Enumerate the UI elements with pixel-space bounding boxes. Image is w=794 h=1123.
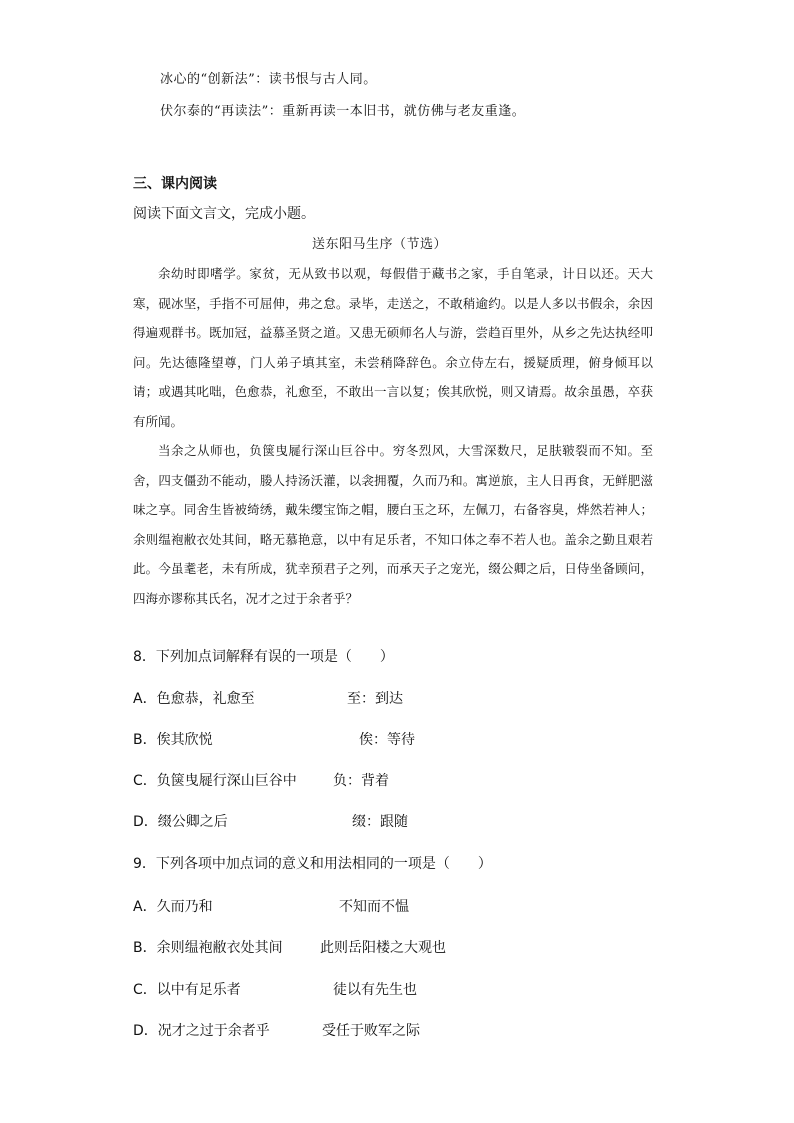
option-gloss: 俟：等待 — [359, 732, 415, 748]
reading-method-line: 冰心的“创新法”：读书恨与古人同。 — [160, 72, 377, 87]
option-label: B．俟其欣悦 — [133, 732, 213, 748]
section-title: 三、课内阅读 — [133, 176, 217, 192]
option-gloss: 此则岳阳楼之大观也 — [320, 940, 446, 956]
reading-method-line: 伏尔泰的“再读法”：重新再读一本旧书，就仿佛与老友重逢。 — [160, 104, 526, 119]
option-row[interactable] — [133, 729, 415, 749]
option-label: D．缀公卿之后 — [133, 814, 228, 830]
option-label: C．以中有足乐者 — [133, 982, 241, 998]
option-label: A．色愈恭，礼愈至 — [133, 691, 255, 707]
option-row[interactable] — [133, 688, 403, 708]
question-stem: 8．下列加点词解释有误的一项是（ ） — [133, 649, 394, 665]
option-row[interactable] — [133, 770, 389, 790]
option-label: C．负箧曳屣行深山巨谷中 — [133, 773, 297, 789]
option-label: D．况才之过于余者乎 — [133, 1023, 270, 1039]
option-gloss: 至：到达 — [347, 691, 403, 707]
option-row[interactable] — [133, 811, 408, 831]
option-gloss: 负：背着 — [333, 773, 389, 789]
option-gloss: 缀：跟随 — [352, 814, 408, 830]
passage-paragraph: 当余之从师也，负箧曳屣行深山巨谷中。穷冬烈风，大雪深数尺，足肤皲裂而不知。至舍，四支僵劲不能动，媵人持汤沃灌，以衾拥覆，久而乃和。寓逆旅，主人日再食，无鲜肥滋味之享。同舍生皆被绮绣，戴朱缨宝饰之帽，腰白玉之环，左佩刀，右备容臭，烨然若神人；余则缊袍敝衣处其间，略无慕艳意，以中有足乐者，不知口体之奉不若人也。盖余之勤且艰若此。今虽耄老，未有所成，犹幸预君子之列，而承天子之宠光，缀公卿之后，日侍坐备顾问，四海亦谬称其氏名，况才之过于余者乎？ — [133, 443, 653, 606]
option-row[interactable] — [133, 1020, 420, 1040]
option-row[interactable] — [133, 979, 417, 999]
passage-title: 送东阳马生序（节选） — [312, 237, 448, 252]
option-label: A．久而乃和 — [133, 899, 213, 915]
passage-paragraph: 余幼时即嗜学。家贫，无从致书以观，每假借于藏书之家，手自笔录，计日以还。天大寒，砚冰坚，手指不可屈伸，弗之怠。录毕，走送之，不敢稍逾约。以是人多以书假余，余因得遍观群书。既加冠，益慕圣贤之道。又患无硕师名人与游，尝趋百里外，从乡之先达执经叩问。先达德隆望尊，门人弟子填其室，未尝稍降辞色。余立侍左右，援疑质理，俯身倾耳以请；或遇其叱咄，色愈恭，礼愈至，不敢出一言以复；俟其欣悦，则又请焉。故余虽愚，卒获有所闻。 — [133, 266, 653, 429]
passage-body — [133, 259, 653, 613]
option-gloss: 徒以有先生也 — [333, 982, 417, 998]
option-row[interactable] — [133, 937, 446, 957]
question-stem: 9．下列各项中加点词的意义和用法相同的一项是（ ） — [133, 856, 492, 872]
section-instruction: 阅读下面文言文，完成小题。 — [133, 206, 315, 222]
option-row[interactable] — [133, 896, 409, 916]
option-gloss: 受任于败军之际 — [322, 1023, 420, 1039]
option-gloss: 不知而不愠 — [339, 899, 409, 915]
option-label: B．余则缊袍敝衣处其间 — [133, 940, 283, 956]
